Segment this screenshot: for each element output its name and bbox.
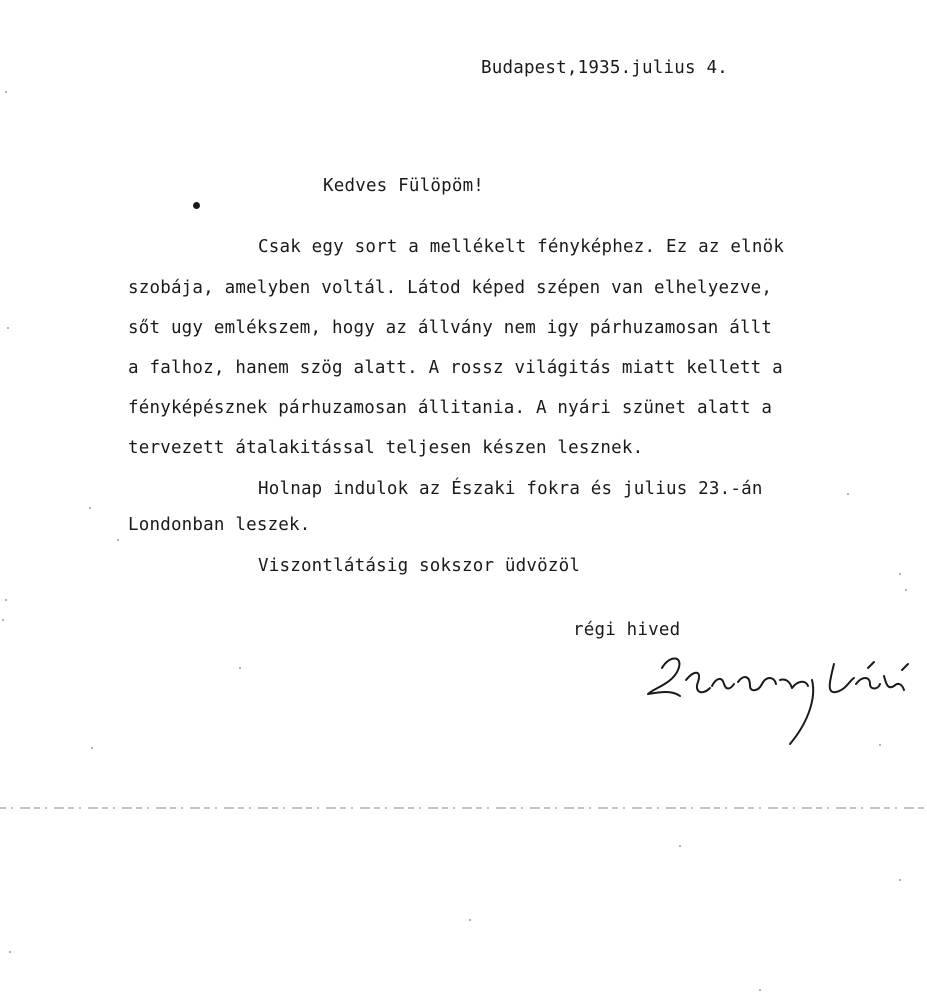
letter-date: Budapest,1935.julius 4.	[481, 58, 728, 78]
regards-line: régi hived	[573, 620, 681, 640]
paragraph-2-line-1: Holnap indulok az Északi fokra és julius 23.-án	[258, 479, 763, 499]
closing-line: Viszontlátásig sokszor üdvözöl	[258, 556, 581, 576]
ink-dot	[193, 202, 200, 209]
paragraph-2-line-2: Londonban leszek.	[128, 515, 311, 535]
paragraph-1-line-4: a falhoz, hanem szög alatt. A rossz világitás miatt kellett a	[128, 358, 783, 378]
paragraph-1-line-5: fényképésznek párhuzamosan állitania. A nyári szünet alatt a	[128, 398, 773, 418]
paragraph-1-line-6: tervezett átalakitással teljesen készen lesznek.	[128, 438, 644, 458]
page-fold-line	[0, 806, 927, 810]
paragraph-1-line-3: sőt ugy emlékszem, hogy az állvány nem igy párhuzamosan állt	[128, 318, 773, 338]
paragraph-1-line-1: Csak egy sort a mellékelt fényképhez. Ez az elnök	[258, 237, 785, 257]
salutation: Kedves Fülöpöm!	[323, 176, 485, 196]
handwritten-signature	[640, 640, 920, 760]
paragraph-1-line-2: szobája, amelyben voltál. Látod képed szépen van elhelyezve,	[128, 278, 773, 298]
